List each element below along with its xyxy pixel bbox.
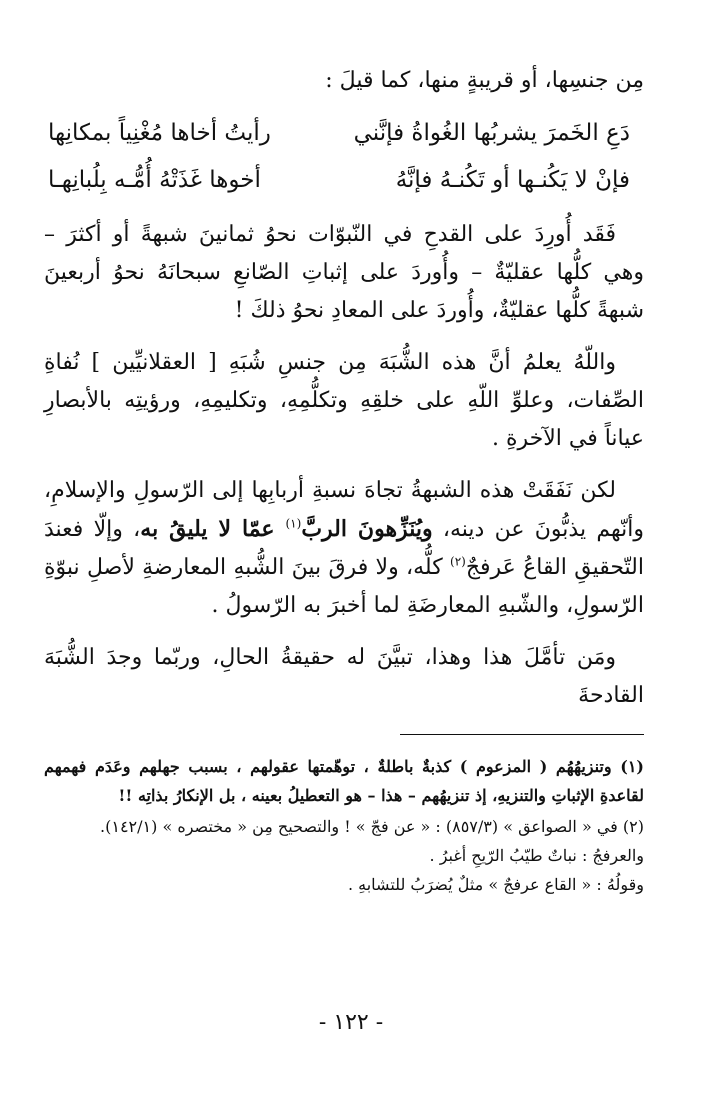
verse-first-hemistich: فإنْ لا يَكُنـها أو تَكُنـهُ فإنَّهُ — [395, 167, 630, 193]
paragraph-3-bold: عمّا لا يليقُ به — [140, 516, 286, 542]
paragraph-3-bold: ويُنَزِّهونَ الربَّ — [301, 516, 433, 542]
paragraph-3-text: لكن نَفَقَتْ هذه الشبهةُ تجاهَ نسبةِ أربابِها إلى الرّسولِ والإسلامِ، وأنّهم يذبُّونَ عن دينه، — [44, 478, 644, 542]
paragraph-3-text: ، وإلّا فعندَ التّحقيقِ القاعُ عَرفجٌ — [44, 517, 644, 580]
paragraph-1: فَقَد أُورِدَ على القدحِ في النّبوّات نحوُ ثمانينَ شبهةً أو أكثرَ – وهي كلُّها عقليّةٌ – وأُوردَ على إثباتِ الصّانعِ سبحانَهُ نحوُ أربعينَ شبهةً كلُّها عقليّةٌ، وأُوردَ على المعادِ نحوُ ذلكَ ! — [44, 222, 644, 323]
paragraph-4: ومَن تأمَّلَ هذا وهذا، تبيَّنَ له حقيقةُ الحالِ، وربّما وجدَ الشُّبَهَ القادحةَ — [44, 645, 644, 708]
paragraph-2: واللّهُ يعلمُ أنَّ هذه الشُّبَهَ مِن جنسِ شُبَهِ [ العقلانيِّين ] نُفاةِ الصِّفات، وعلوِّ اللّهِ على خلقِهِ وتكلُّمِهِ، وتكليمِهِ، ورؤيتِه بالأبصارِ عياناً في الآخرةِ . — [44, 350, 644, 451]
main-text — [44, 62, 644, 715]
footnote-2-proverb: وقولُهُ : « القاع عرفجٌ » مثلٌ يُضرَبُ للتشابهِ . — [347, 875, 644, 894]
paragraph-3-text: كلُّه، ولا فرقَ بينَ الشُّبهِ المعارضةِ لأصلِ نبوّةِ الرّسولِ، والشّبهِ المعارضَةِ لما أخبرَ به الرّسولُ . — [44, 555, 644, 618]
paragraph-3 — [44, 472, 644, 625]
verse-second-hemistich: أخوها غَذَتْهُ أُمُّـه بِلُبانِهـا — [48, 167, 261, 193]
footnotes — [44, 752, 644, 899]
footnote-2-gloss: والعرفجُ : نباتٌ طيّبُ الرّيحِ أغبرُ . — [429, 846, 644, 865]
footnote-2: (٢) في « الصواعق » (٨٥٧/٣) : « عن فجّ » ! والتصحيح مِن « مختصره » (١٤٢/١). — [100, 817, 644, 836]
footnote-ref-1: (١) — [285, 516, 302, 531]
intro-line: مِن جنسِها، أو قريبةٍ منها، كما قيلَ : — [325, 68, 644, 93]
page-number: - ١٢٢ - — [318, 1010, 384, 1035]
verse-line — [44, 110, 644, 157]
verse-line — [44, 157, 644, 204]
footnote-1: (١) وتنزيهُهُم ( المزعوم ) كذبةٌ باطلةٌ ، توهّمتها عقولهم ، بسبب جهلهم وعَدَم فهمهم لقاعدةِ الإثباتِ والتنزيهِ، إذ تنزيهُهم – هذا – هو التعطيلُ بعينه ، بل الإنكارُ بذاتِه !! — [44, 757, 644, 805]
verse-second-hemistich: رأيتُ أخاها مُغْنِياً بمكانِها — [48, 120, 271, 146]
footnote-ref-2: (٢) — [450, 554, 466, 569]
verse-first-hemistich: دَعِ الخَمرَ يشربُها الغُواةُ فإنَّني — [353, 120, 630, 146]
footnote-divider — [400, 734, 644, 735]
